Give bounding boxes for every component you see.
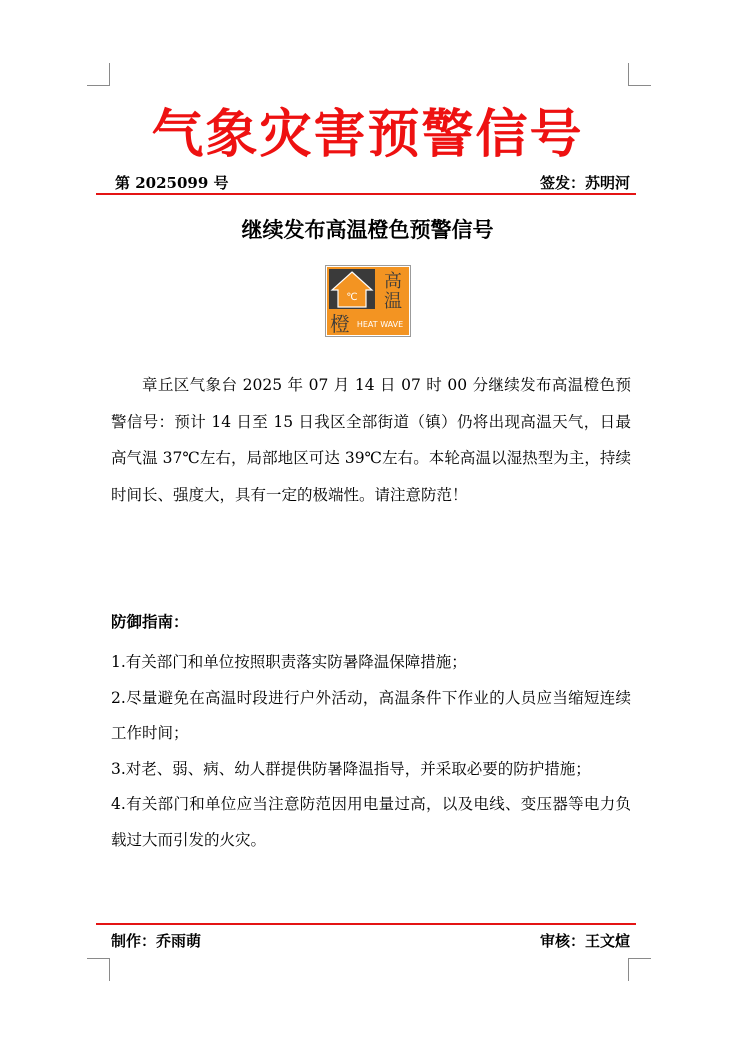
signal-char-gao: 高 <box>384 271 402 292</box>
signal-char-wen: 温 <box>384 291 402 312</box>
maker: 制作：乔雨萌 <box>111 932 202 950</box>
signal-char-cheng: 橙 <box>330 312 350 336</box>
heat-wave-orange-signal-icon <box>325 265 411 337</box>
crop-mark-bottom-left <box>87 958 110 981</box>
crop-mark-top-left <box>87 63 110 86</box>
document-title: 继续发布高温橙色预警信号 <box>241 217 494 242</box>
red-divider-top <box>96 193 636 195</box>
document-number: 第 2025099 号 <box>115 174 229 192</box>
defense-guide-list <box>111 645 631 858</box>
guide-item: 2.尽量避免在高温时段进行户外活动，高温条件下作业的人员应当缩短连续工作时间； <box>111 688 631 742</box>
defense-guide-title: 防御指南： <box>111 612 189 631</box>
warning-body-text: 章丘区气象台 2025 年 07 月 14 日 07 时 00 分继续发布高温橙色预警信号：预计 14 日至 15 日我区全部街道（镇）仍将出现高温天气，日最高气温 37℃左右，局部地区可达 39℃左右。本轮高温以湿热型为主，持续时间长、强度大，具有一定的极端性。请注意防范！ <box>111 376 631 504</box>
crop-mark-top-right <box>628 63 651 86</box>
masthead-title: 气象灾害预警信号 <box>151 105 584 165</box>
signal-english-label: HEAT WAVE <box>356 320 404 329</box>
reviewer: 审核：王文煊 <box>539 932 630 950</box>
crop-mark-bottom-right <box>628 958 651 981</box>
signer: 签发：苏明河 <box>539 174 630 192</box>
signal-temp-symbol: ℃ <box>346 292 358 303</box>
red-divider-bottom <box>96 923 636 925</box>
guide-item: 3.对老、弱、病、幼人群提供防暑降温指导，并采取必要的防护措施； <box>111 759 591 778</box>
meta-row <box>111 172 630 194</box>
guide-item: 1.有关部门和单位按照职责落实防暑降温保障措施； <box>111 653 467 671</box>
guide-item: 4.有关部门和单位应当注意防范因用电量过高，以及电线、变压器等电力负载过大而引发的火灾。 <box>111 795 631 849</box>
